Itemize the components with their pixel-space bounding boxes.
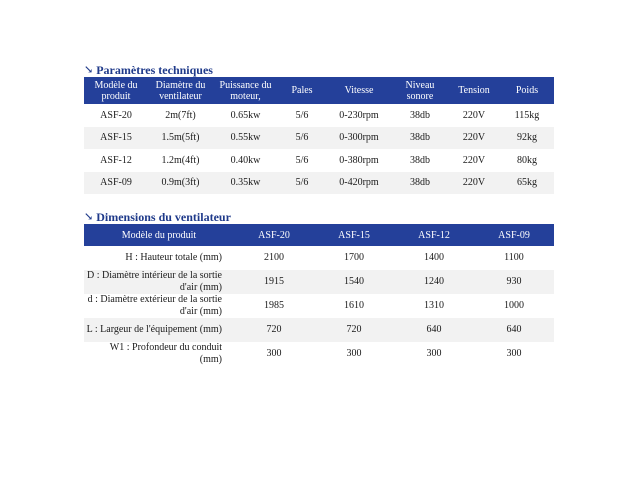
table-header-row [84, 77, 554, 104]
table-cell: 80kg [517, 154, 537, 166]
table-row [84, 172, 554, 195]
row-label: W1 : Profondeur du conduit (mm) [109, 342, 222, 365]
table-cell: 0.35kw [213, 172, 278, 195]
table-cell: 300 [426, 348, 442, 359]
table-cell: 92kg [500, 127, 554, 150]
column-header: Puissance du moteur, [213, 77, 278, 104]
table-cell: 930 [474, 270, 554, 294]
table-cell: 300 [506, 348, 522, 359]
column-header: Tension [448, 77, 500, 104]
column-header: Vitesse [326, 77, 392, 104]
technical-parameters-table [84, 77, 554, 194]
table-cell: 640 [474, 318, 554, 342]
table-cell: 720 [314, 318, 394, 342]
table-cell: ASF-20 [100, 109, 132, 121]
table-cell: 220V [448, 127, 500, 150]
table-cell: 1100 [504, 252, 524, 263]
table-cell: 2m(7ft) [165, 109, 196, 121]
table-cell: 0-420rpm [326, 172, 392, 195]
table-cell: 38db [392, 172, 448, 195]
table-row [84, 246, 554, 270]
table-cell: 0-230rpm [339, 109, 379, 121]
table-cell: 1.2m(4ft) [161, 154, 200, 166]
table-cell: 0.65kw [230, 109, 261, 121]
technical-parameters-section [84, 63, 554, 194]
table-cell: 38db [410, 154, 430, 166]
table-row [84, 318, 554, 342]
table-row [84, 127, 554, 150]
column-header: Niveau sonore [392, 77, 448, 104]
table-cell: 1.5m(5ft) [148, 127, 213, 150]
column-header: ASF-20 [234, 224, 314, 246]
table-cell: 5/6 [295, 154, 309, 166]
row-label: d : Diamètre extérieur de la sortie d'air (mm) [87, 294, 222, 317]
fan-dimensions-heading [84, 210, 554, 224]
column-header: ASF-15 [314, 224, 394, 246]
column-header: ASF-12 [394, 224, 474, 246]
column-header: Modèle du produit [84, 77, 148, 104]
table-cell: 1700 [344, 252, 364, 263]
table-cell: 1915 [234, 270, 314, 294]
table-cell: 65kg [500, 172, 554, 195]
table-cell: 1310 [424, 300, 444, 311]
table-cell: 220V [448, 172, 500, 195]
table-cell: 38db [392, 127, 448, 150]
column-header: Poids [500, 77, 554, 104]
table-cell: ASF-15 [84, 127, 148, 150]
technical-parameters-heading [84, 63, 554, 77]
column-header: ASF-09 [474, 224, 554, 246]
table-cell: 1985 [264, 300, 284, 311]
row-label: H : Hauteur totale (mm) [125, 252, 222, 263]
table-cell: 0-380rpm [339, 154, 379, 166]
table-cell: 5/6 [295, 109, 309, 121]
column-header: Diamètre du ventilateur [148, 77, 213, 104]
table-cell: 1540 [314, 270, 394, 294]
column-header: Pales [278, 77, 326, 104]
table-cell: ASF-09 [84, 172, 148, 195]
technical-parameters-title: Paramètres techniques [96, 63, 213, 77]
table-cell: 2100 [264, 252, 284, 263]
table-header-row [84, 224, 554, 246]
table-cell: 300 [346, 348, 362, 359]
table-row [84, 104, 554, 127]
table-row [84, 270, 554, 294]
table-cell: 115kg [514, 109, 540, 121]
column-header: Modèle du produit [84, 224, 234, 246]
row-label: L : Largeur de l'équipement (mm) [84, 318, 234, 342]
table-cell: 5/6 [278, 127, 326, 150]
table-cell: 1400 [424, 252, 444, 263]
table-cell: 640 [394, 318, 474, 342]
table-cell: 5/6 [278, 172, 326, 195]
table-row [84, 149, 554, 172]
table-cell: 0.55kw [213, 127, 278, 150]
table-cell: 300 [266, 348, 282, 359]
row-label: D : Diamètre intérieur de la sortie d'air (mm) [84, 270, 234, 294]
table-cell: ASF-12 [100, 154, 132, 166]
table-cell: 1000 [504, 300, 524, 311]
arrow-down-right-icon: ↘ [84, 211, 94, 223]
table-cell: 0.9m(3ft) [148, 172, 213, 195]
table-cell: 720 [234, 318, 314, 342]
table-row [84, 342, 554, 366]
fan-dimensions-title: Dimensions du ventilateur [96, 210, 231, 224]
table-cell: 1610 [344, 300, 364, 311]
fan-dimensions-table [84, 224, 554, 366]
arrow-down-right-icon: ↘ [84, 64, 94, 76]
table-cell: 220V [462, 109, 486, 121]
table-cell: 0.40kw [230, 154, 261, 166]
table-cell: 1240 [394, 270, 474, 294]
table-cell: 220V [462, 154, 486, 166]
table-cell: 38db [410, 109, 430, 121]
table-row [84, 294, 554, 318]
fan-dimensions-section [84, 210, 554, 366]
table-cell: 0-300rpm [326, 127, 392, 150]
